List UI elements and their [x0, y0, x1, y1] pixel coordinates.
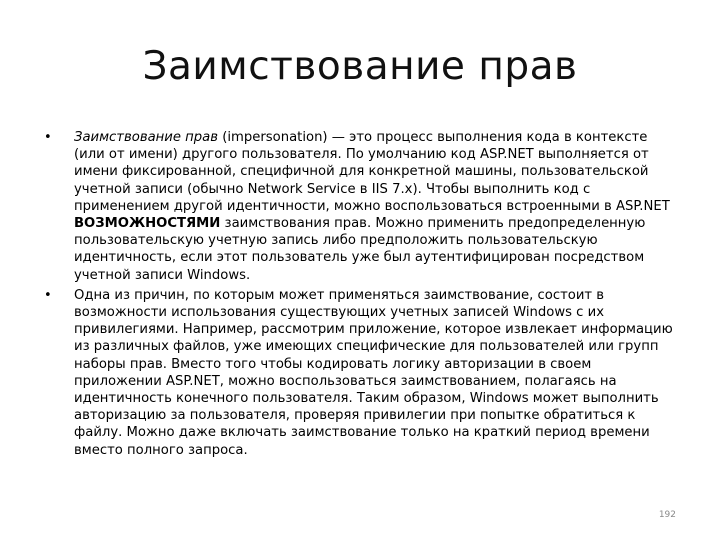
bullet-text: Одна из причин, по которым может применяться заимствование, состоит в возможности использования существующих учетных записей Windows с их привилегиями. Например, рассмотрим приложение, которое извлекает информацию из различных файлов, уже имеющих специфические для пользователей или групп наборы прав. Вместо того чтобы кодировать логику авторизации в своем приложении ASP.NET, можно воспользоваться заимствованием, полагаясь на идентичность конечного пользователя. Таким образом, Windows может выполнить авторизацию за пользователя, проверяя привилегии при попытке обратиться к файлу. Можно даже включать заимствование только на краткий период времени вместо полного запроса. — [74, 287, 673, 458]
bullet-list — [44, 129, 674, 462]
bullet-marker: • — [44, 287, 52, 303]
bullet-marker: • — [44, 130, 52, 145]
bullet-item-impersonation-definition — [44, 129, 674, 284]
page-number: 192 — [658, 510, 676, 520]
bullet-text-part: заимствования прав. Можно применить предопределенную пользовательскую учетную запись либо предположить пользовательскую идентичность, если этот пользователь уже был аутентифицирован посредством учетной записи Windows. — [74, 216, 646, 283]
bold-term: ВОЗМОЖНОСТЯМИ — [74, 216, 221, 232]
bullet-text-part: (impersonation) — это процесс выполнения кода в контексте (или от имени) другого пользователя. По умолчанию код ASP.NET выполняется от имени фиксированной, специфичной для конкретной машины, пользовательской учетной записи (обычно Network Service в IIS 7.x). Чтобы выполнить код с применением другой идентичности, можно воспользоваться встроенными в ASP.NET — [74, 130, 670, 214]
term-italic: Заимствование прав — [74, 130, 219, 145]
bullet-item-impersonation-reason — [44, 287, 674, 459]
slide-title: Заимствование прав — [142, 44, 578, 89]
